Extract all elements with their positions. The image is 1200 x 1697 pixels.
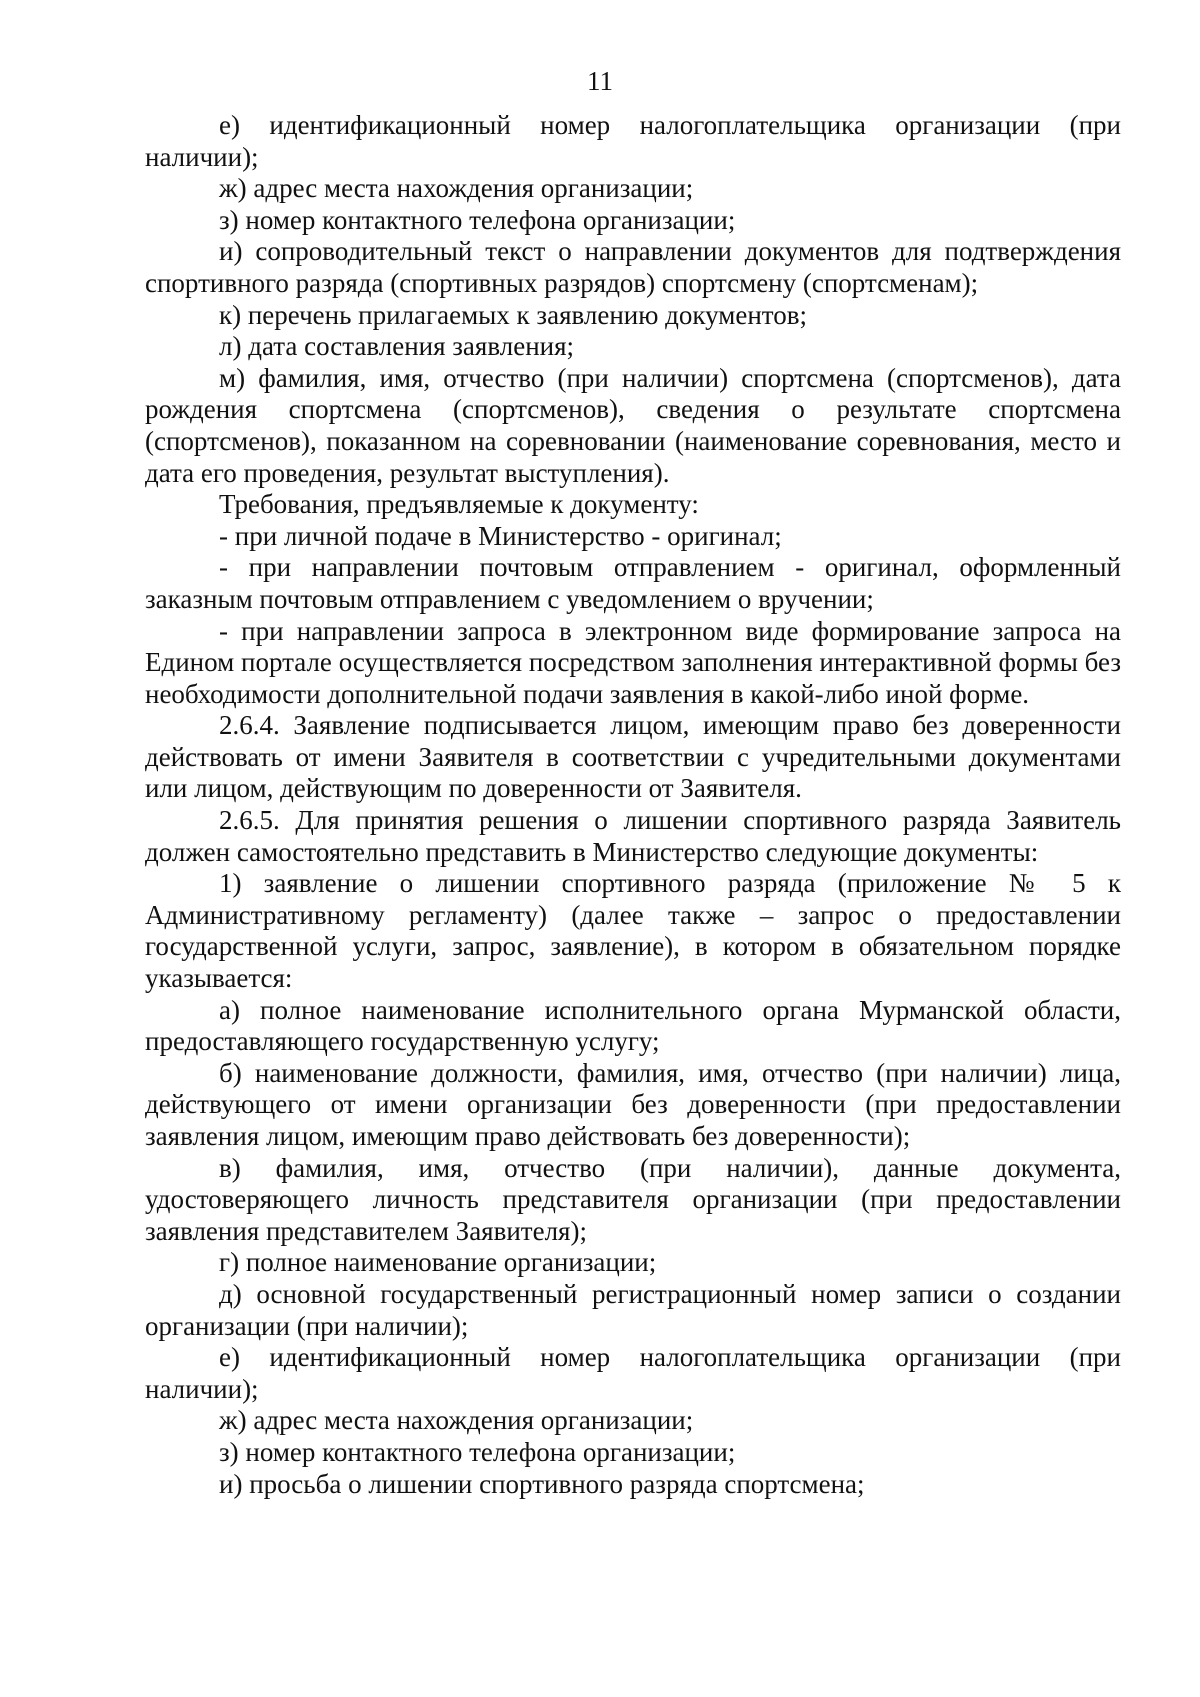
- paragraph: л) дата составления заявления;: [219, 331, 575, 362]
- paragraph: - при личной подаче в Министерство - оригинал;: [219, 520, 782, 551]
- paragraph: м) фамилия, имя, отчество (при наличии) спортсмена (спортсменов), дата рождения спортсмена (спортсменов), сведения о результате спортсмена (спортсменов), показанном на соревновании (наименование соревнования, место и дата его проведения, результат выступления).: [145, 362, 1121, 488]
- paragraph: е) идентификационный номер налогоплательщика организации (при наличии);: [145, 1342, 1121, 1404]
- paragraph: в) фамилия, имя, отчество (при наличии), данные документа, удостоверяющего личность представителя организации (при предоставлении заявления представителем Заявителя);: [145, 1152, 1121, 1246]
- document-body: [145, 110, 1121, 1500]
- paragraph: к) перечень прилагаемых к заявлению документов;: [219, 299, 807, 330]
- page-number: 11: [587, 66, 613, 96]
- paragraph: з) номер контактного телефона организации;: [219, 204, 736, 235]
- paragraph: и) сопроводительный текст о направлении документов для подтверждения спортивного разряда (спортивных разрядов) спортсмену (спортсменам);: [145, 236, 1121, 298]
- paragraph: е) идентификационный номер налогоплательщика организации (при наличии);: [145, 110, 1121, 172]
- paragraph: 2.6.5. Для принятия решения о лишении спортивного разряда Заявитель должен самостоятельно представить в Министерство следующие документы:: [145, 805, 1121, 867]
- paragraph: и) просьба о лишении спортивного разряда спортсмена;: [219, 1468, 865, 1499]
- paragraph: - при направлении почтовым отправлением - оригинал, оформленный заказным почтовым отправлением с уведомлением о вручении;: [145, 552, 1121, 614]
- paragraph: 1) заявление о лишении спортивного разряда (приложение № 5 к Административному регламенту) (далее также – запрос о предоставлении государственной услуги, запрос, заявление), в котором в обязательном порядке указывается:: [145, 868, 1121, 994]
- paragraph: б) наименование должности, фамилия, имя, отчество (при наличии) лица, действующего от имени организации без доверенности (при предоставлении заявления лицом, имеющим право действовать без доверенности);: [145, 1057, 1121, 1151]
- paragraph: з) номер контактного телефона организации;: [219, 1436, 736, 1467]
- paragraph: Требования, предъявляемые к документу:: [219, 489, 699, 520]
- paragraph: а) полное наименование исполнительного органа Мурманской области, предоставляющего государственную услугу;: [145, 994, 1121, 1057]
- paragraph: ж) адрес места нахождения организации;: [219, 173, 694, 204]
- paragraph: 2.6.4. Заявление подписывается лицом, имеющим право без доверенности действовать от имени Заявителя в соответствии с учредительными документами или лицом, действующим по доверенности от Заявителя.: [145, 710, 1121, 804]
- paragraph: г) полное наименование организации;: [219, 1247, 657, 1278]
- paragraph: ж) адрес места нахождения организации;: [219, 1405, 694, 1436]
- paragraph: д) основной государственный регистрационный номер записи о создании организации (при наличии);: [145, 1278, 1121, 1341]
- paragraph: - при направлении запроса в электронном виде формирование запроса на Едином портале осуществляется посредством заполнения интерактивной формы без необходимости дополнительной подачи заявления в какой-либо иной форме.: [145, 615, 1121, 709]
